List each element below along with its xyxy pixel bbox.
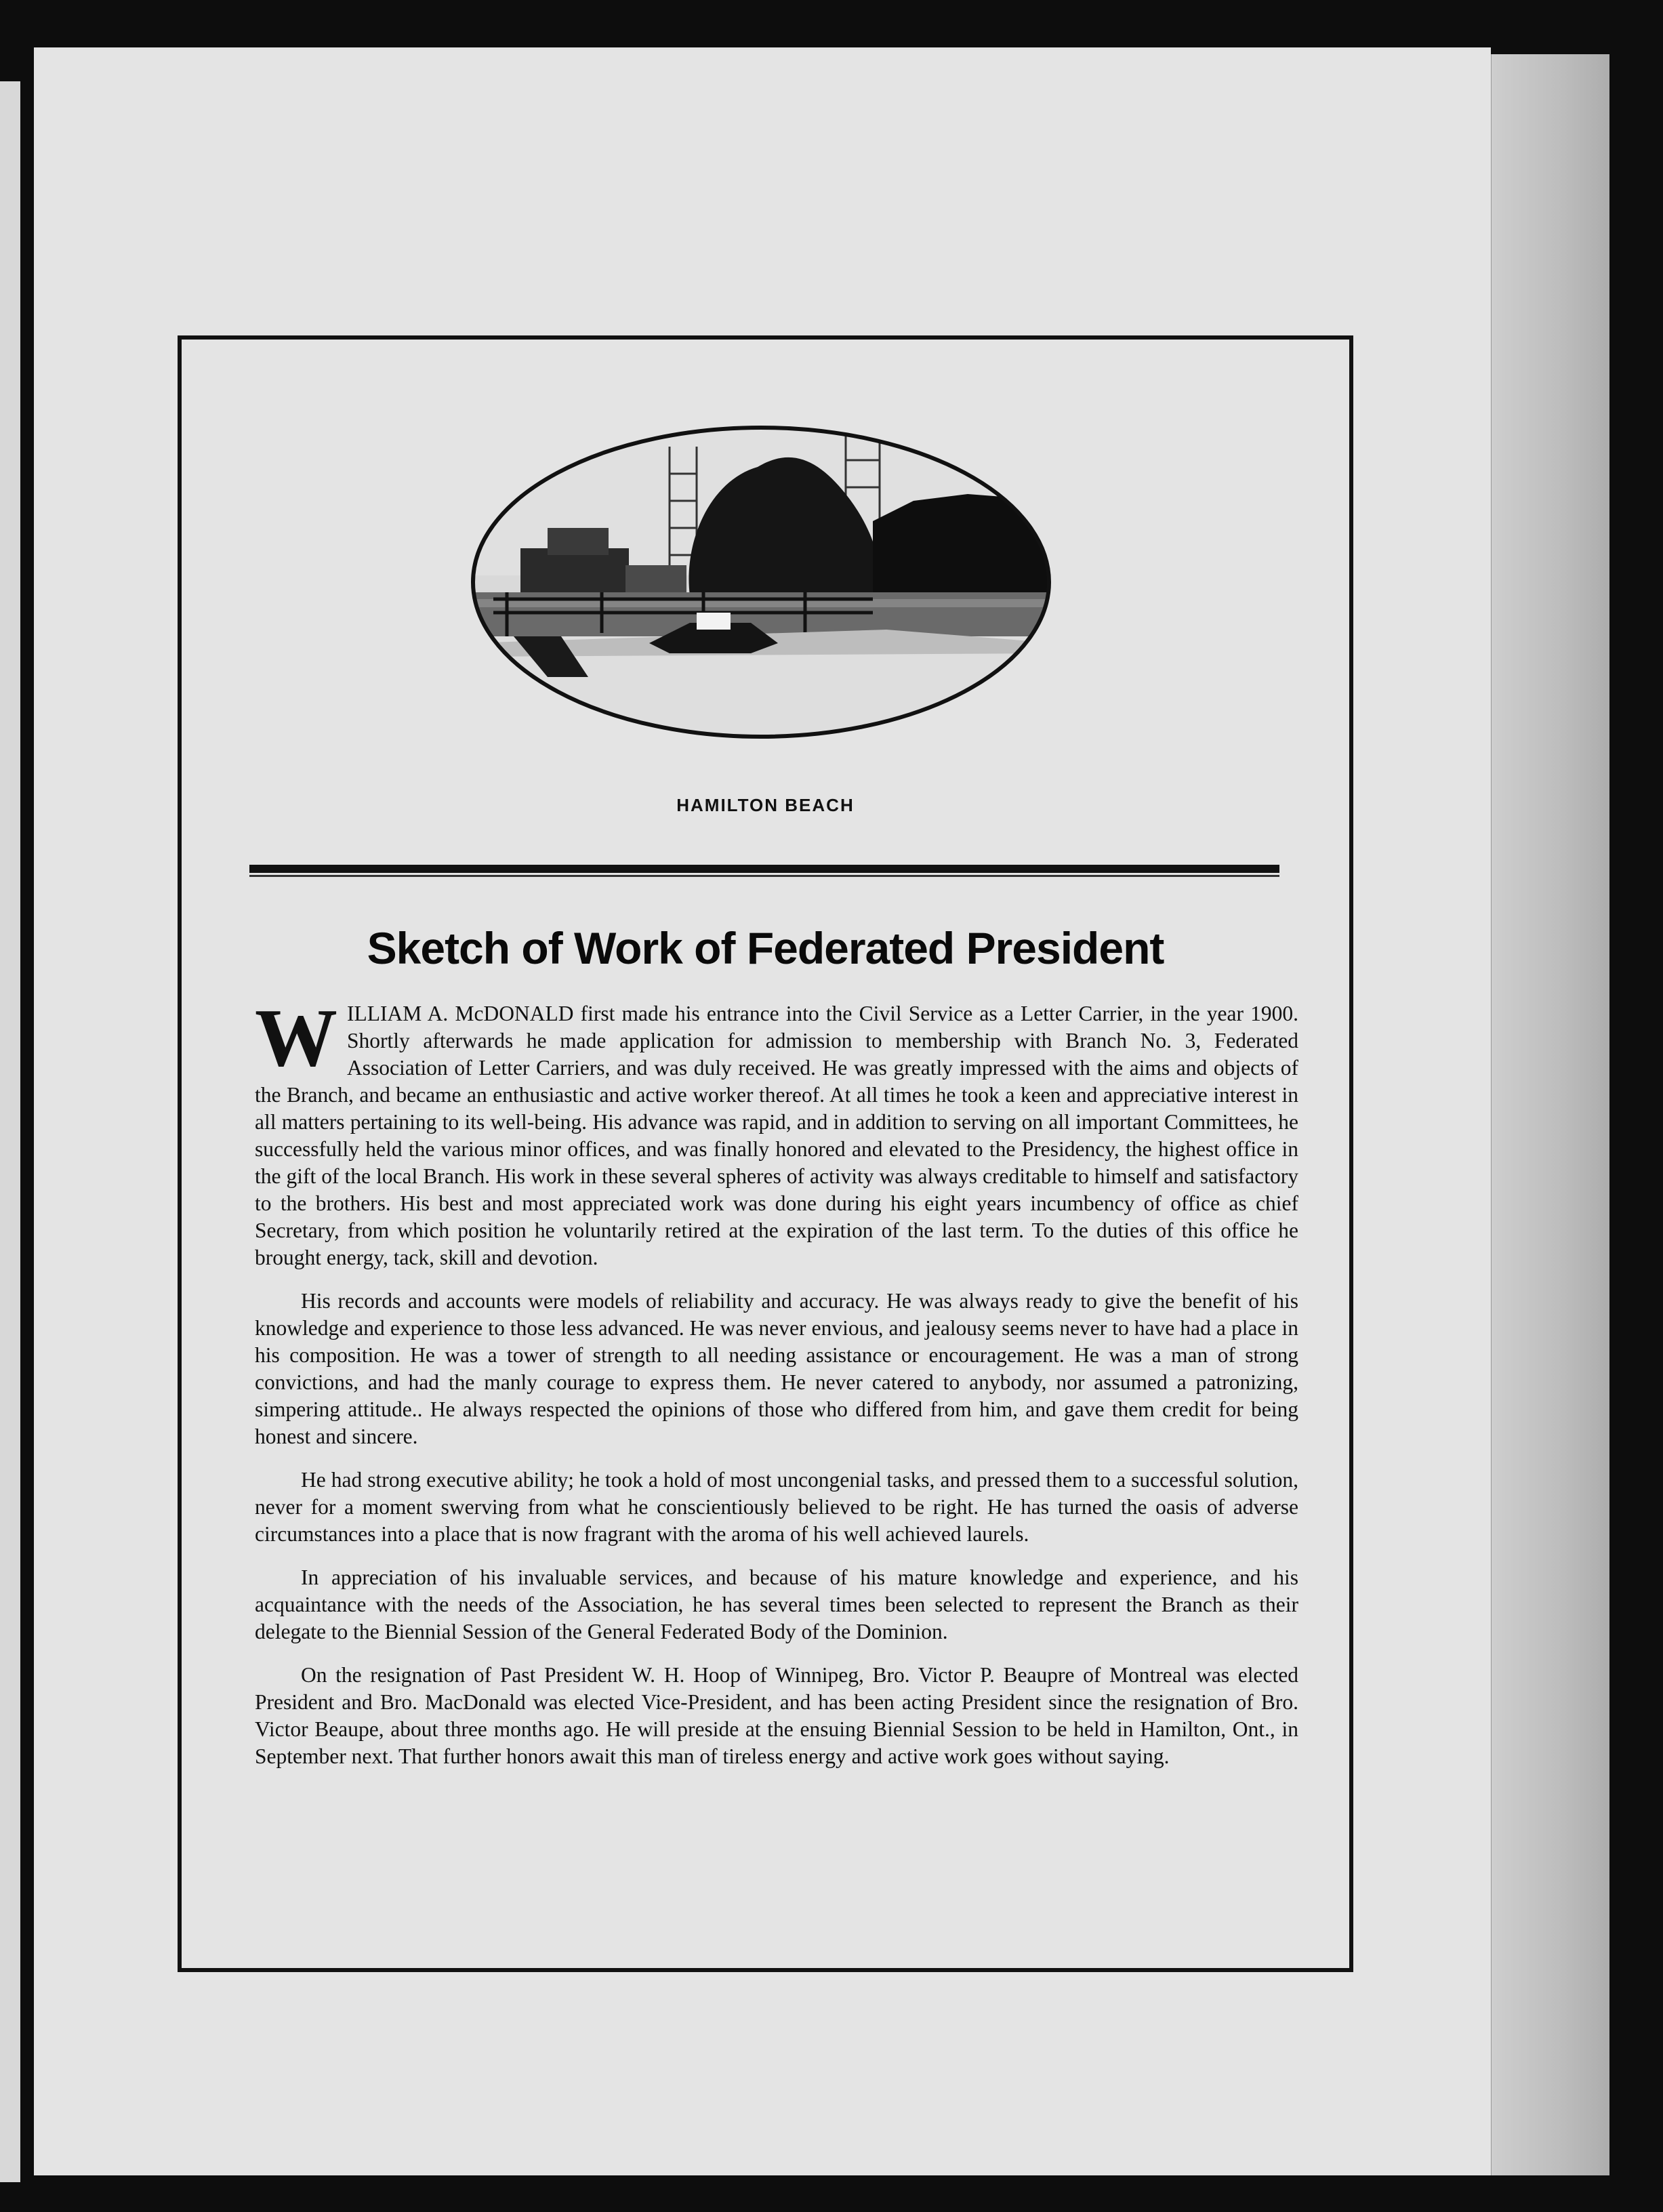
- bordered-frame: [178, 335, 1353, 1972]
- previous-page-edge: [0, 81, 20, 2182]
- photo-illustration: [466, 419, 1056, 745]
- scanned-page: [34, 47, 1491, 2175]
- article-paragraph: On the resignation of Past President W. H. Hoop of Winnipeg, Bro. Victor P. Beaupre of Montreal was elected President and Bro. MacDonald was elected Vice-President, and has been acting President since the resignation of Bro. Victor Beaupe, about three months ago. He will preside at the ensuing Biennial Session to be held in Hamilton, Ont., in September next. That further honors await this man of tireless energy and active work goes without saying.: [255, 1663, 1298, 1768]
- article-paragraph: His records and accounts were models of reliability and accuracy. He was always ready to give the benefit of his knowledge and experience to those less advanced. He was never envious, and jealousy seems never to have had a place in his composition. He was a tower of strength to all needing assistance or encouragement. He was a man of strong convictions, and had the manly courage to express them. He never catered to anybody, nor assumed a patronizing, simpering attitude.. He always respected the opinions of those who differed from him, and gave them credit for being honest and sincere.: [255, 1289, 1298, 1448]
- photo-caption: HAMILTON BEACH: [676, 795, 855, 815]
- hamilton-beach-photo: [466, 419, 1056, 745]
- drop-cap: W: [255, 992, 337, 1084]
- article-headline: Sketch of Work of Federated President: [367, 923, 1164, 973]
- page-edge-stack: [1487, 54, 1609, 2175]
- paragraph-text: ILLIAM A. McDONALD first made his entrance into the Civil Service as a Letter Carrier, in the year 1900. Shortly afterwards he made application for admission to membership with Branch No. 3, Federated Association of Letter Carriers, and was duly received. He was greatly impressed with the aims and objects of the Branch, and became an enthusiastic and active worker thereof. At all times he took a keen and appreciative interest in all matters pertaining to its well-being. His advance was rapid, and in addition to serving on all important Committees, he successfully held the various minor offices, and was finally honored and elevated to the Presidency, the highest office in the gift of the local Branch. His work in these several spheres of activity was always creditable to himself and satisfactory to the brothers. His best and most appreciated work was done during his eight years incumbency of office as chief Secretary, from which position he voluntarily retired at the expiration of the last term. To the duties of this office he brought energy, tack, skill and devotion.: [255, 1002, 1298, 1269]
- article-paragraph: In appreciation of his invaluable services, and because of his mature knowledge and experience, and his acquaintance with the needs of the Association, he has several times been selected to represent the Branch as their delegate to the Biennial Session of the General Federated Body of the Dominion.: [255, 1565, 1298, 1643]
- divider-rule: [249, 865, 1279, 873]
- article-paragraph: [255, 992, 1298, 1271]
- article-body: [255, 992, 1298, 1786]
- divider-rule-thin: [249, 875, 1279, 877]
- article-paragraph: He had strong executive ability; he took a hold of most uncongenial tasks, and pressed them to a successful solution, never for a moment swerving from what he conscientiously believed to be right. He has turned the oasis of adverse circumstances into a place that is now fragrant with the aroma of his well achieved laurels.: [255, 1468, 1298, 1546]
